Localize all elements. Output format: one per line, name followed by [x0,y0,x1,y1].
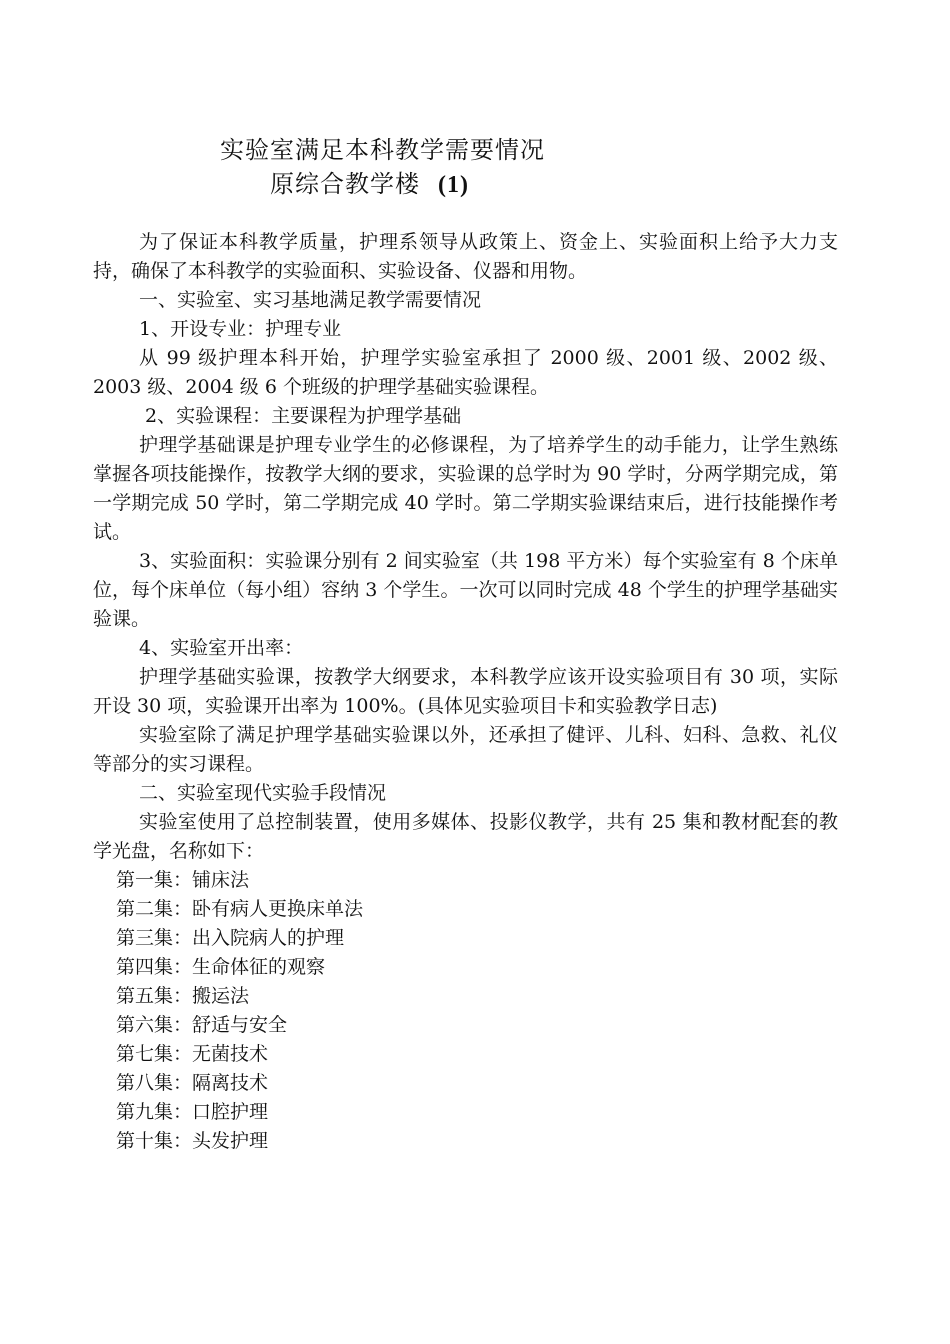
list-item: 第九集：口腔护理 [116,1101,269,1123]
section-heading-2: 二、实验室现代实验手段情况 [139,782,387,804]
list-item: 第二集：卧有病人更换床单法 [116,898,364,920]
subheading-course: 2、实验课程：主要课程为护理学基础 [145,405,462,427]
paragraph-rate: 护理学基础实验课，按教学大纲要求，本科教学应该开设实验项目有 30 项，实际开设 30 项，实验课开出率为 100%。(具体见实验项目卡和实验教学日志) [93,666,838,717]
paragraph-other-courses: 实验室除了满足护理学基础实验课以外，还承担了健评、儿科、妇科、急救、礼仪等部分的实习课程。 [93,724,838,775]
subtitle-text: 原综合教学楼 [270,170,420,198]
paragraph-intro: 为了保证本科教学质量，护理系领导从政策上、资金上、实验面积上给予大力支持，确保了本科教学的实验面积、实验设备、仪器和用物。 [93,231,838,282]
document-body [93,228,838,1156]
list-item: 第十集：头发护理 [116,1130,269,1152]
paragraph-course: 护理学基础课是护理专业学生的必修课程，为了培养学生的动手能力，让学生熟练掌握各项技能操作，按教学大纲的要求，实验课的总学时为 90 学时，分两学期完成，第一学期完成 50 学时，第二学期完成 40 学时。第二学期实验课结束后，进行技能操作考试。 [93,434,838,543]
section-heading-1: 一、实验室、实习基地满足教学需要情况 [139,289,482,311]
episode-list [93,866,838,1156]
paragraph-multimedia: 实验室使用了总控制装置，使用多媒体、投影仪教学，共有 25 集和教材配套的教学光盘，名称如下： [93,811,838,862]
doc-subtitle [270,164,469,199]
subtitle-number: (1) [438,172,469,198]
list-item: 第八集：隔离技术 [116,1072,269,1094]
list-item: 第七集：无菌技术 [116,1043,269,1065]
subheading-rate: 4、实验室开出率： [139,637,304,659]
list-item: 第一集：铺床法 [116,869,250,891]
list-item: 第五集：搬运法 [116,985,250,1007]
doc-title: 实验室满足本科教学需要情况 [220,136,545,164]
list-item: 第三集：出入院病人的护理 [116,927,345,949]
list-item: 第四集：生命体征的观察 [116,956,326,978]
paragraph-area: 3、实验面积：实验课分别有 2 间实验室（共 198 平方米）每个实验室有 8 个床单位，每个床单位（每小组）容纳 3 个学生。一次可以同时完成 48 个学生的护理学基础实验课。 [93,550,838,630]
paragraph-classes: 从 99 级护理本科开始，护理学实验室承担了 2000 级、2001 级、2002 级、2003 级、2004 级 6 个班级的护理学基础实验课程。 [93,347,838,398]
list-item: 第六集：舒适与安全 [116,1014,288,1036]
subheading-major: 1、开设专业：护理专业 [139,318,342,340]
